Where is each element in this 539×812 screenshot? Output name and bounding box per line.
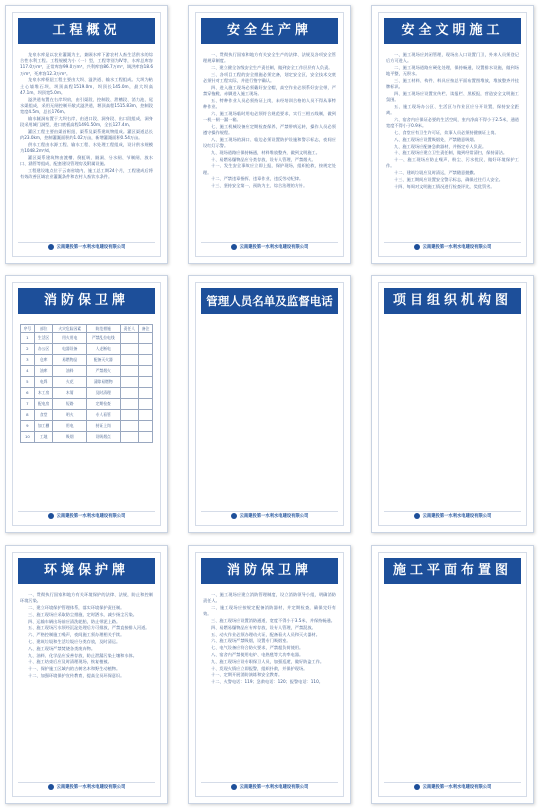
paragraph: 一、贯彻执行国家和地方有关安全生产的法律、法规及各项安全管理规章制度。 — [203, 52, 336, 64]
table-row — [21, 344, 153, 355]
panel-footer — [201, 782, 338, 791]
panel-fire-security-rules — [188, 545, 351, 804]
company-name: 云南建投第一水利水电建设有限公司 — [239, 514, 309, 519]
panel-footer — [384, 511, 521, 520]
cell: 火花 — [53, 377, 87, 388]
company-name: 云南建投第一水利水电建设有限公司 — [56, 245, 126, 250]
cell: 用电 — [53, 421, 87, 432]
cell — [139, 399, 153, 410]
paragraph: 二、施工现场道路应硬化处理，保持畅通，设置排水设施，做到场地平整，无积水。 — [386, 65, 519, 77]
panel-safe-civilized-construction — [371, 5, 534, 264]
cell — [120, 366, 139, 377]
paragraph: 十二、加强环境保护宣传教育，提高全员环保意识。 — [28, 672, 125, 678]
panel-title: 安全生产牌 — [201, 18, 338, 44]
paragraph: 五、特种作业人员必须持证上岗，未经培训合格的人员不得从事特种作业。 — [203, 97, 336, 109]
paragraph: 三、施工现场应设置消防通道，宽度不得小于3.5米，并保持畅通。 — [211, 618, 335, 623]
paragraph: 十四、每周对文明施工情况进行检查评比，奖优罚劣。 — [394, 183, 495, 189]
table-row — [21, 355, 153, 366]
cell: 配备灭火器 — [86, 355, 120, 366]
paragraph: 十一、定期开展消防演练和安全教育。 — [211, 672, 283, 678]
cell: 7 — [21, 399, 35, 410]
paragraph: 工程建设地点位于云南省境内，施工总工期24个月，工程建成后将有效改善区域农业灌溉条件和农村人畜饮水条件。 — [20, 167, 153, 180]
company-logo-icon — [414, 784, 420, 790]
cell: 清除易燃物 — [86, 377, 120, 388]
paragraph: 十一、发生安全事故应立即上报，保护现场，组织抢救，按规定处理。 — [203, 163, 336, 175]
panel-footer — [384, 242, 521, 251]
cell — [120, 399, 139, 410]
cell — [139, 388, 153, 399]
company-logo-icon — [48, 784, 54, 790]
paragraph: 十、施工结束后应及时清理现场，恢复植被。 — [28, 659, 112, 665]
cell: 易燃物品 — [53, 355, 87, 366]
cell: 食堂 — [34, 410, 53, 421]
company-name: 云南建投第一水利水电建设有限公司 — [56, 785, 126, 790]
company-name: 云南建投第一水利水电建设有限公司 — [239, 785, 309, 790]
cell: 电器设备 — [53, 344, 87, 355]
paragraph: 五、施工现场办公区、生活区与作业区应分开设置，保持安全距离。 — [386, 104, 519, 116]
company-name: 云南建投第一水利水电建设有限公司 — [422, 514, 492, 519]
fire-responsibility-table — [20, 324, 153, 443]
panel-body — [20, 324, 153, 506]
company-logo-icon — [414, 244, 420, 250]
paragraph: 十、施工现场应建立卫生责任制，做到经常清扫，保持清洁。 — [394, 150, 508, 156]
cell: 明火 — [53, 410, 87, 421]
paragraph: 四、进入施工现场必须戴好安全帽，高空作业必须系好安全带，严禁穿拖鞋、赤脚进入施工现场。 — [203, 84, 336, 96]
company-logo-icon — [48, 244, 54, 250]
paragraph: 十二、严禁违章指挥、违章作业，违反劳动纪律。 — [211, 176, 304, 182]
panel-project-overview — [5, 5, 168, 264]
paragraph: 灌区工程主要由渠首枢纽、渠系及渠系建筑物组成。灌区渠道总长约23.0km，控制灌溉面积约1.02万亩，新增灌溉面积0.54万亩。 — [20, 128, 153, 141]
paragraph: 七、施工机械设备应定期检查保养，严禁带病运转，操作人员必须遵守操作规程。 — [203, 123, 336, 135]
cell: 油库 — [34, 366, 53, 377]
cell: 持证上岗 — [86, 421, 120, 432]
cell: 木屑 — [53, 388, 87, 399]
paragraph: 四、运输车辆出场前应清洗轮胎，防止带泥上路。 — [28, 618, 121, 624]
paragraph: 二、建立健全各级安全生产责任制，做到安全工作层层有人负责。 — [211, 65, 333, 70]
cell — [120, 377, 139, 388]
cell — [139, 432, 153, 443]
paragraph: 八、施工现场应设置吸烟处，严禁随意吸烟。 — [394, 136, 478, 142]
cell: 3 — [21, 355, 35, 366]
panel-site-layout-plan — [371, 545, 534, 804]
panel-body — [203, 592, 336, 777]
column-header: 备注 — [139, 325, 153, 333]
cell — [120, 421, 139, 432]
panel-title: 环境保护牌 — [18, 558, 155, 584]
paragraph: 八、施工现场严禁焚烧各类废弃物。 — [28, 645, 96, 651]
paragraph: 二、施工现场应按规定配备消防器材，并定期检查，确保完好有效。 — [203, 605, 336, 617]
cell: 油料 — [53, 366, 87, 377]
panel-body — [20, 52, 153, 237]
cell: 2 — [21, 344, 35, 355]
panel-footer — [18, 782, 155, 791]
paragraph: 九、油料、化学品应妥善存放，防止泄漏污染土壤和水体。 — [28, 652, 137, 658]
paragraph: 十一、施工现场应防止噪声、粉尘、污水扰民，做好环境保护工作。 — [386, 157, 519, 169]
paragraph: 十三、坚持安全第一、预防为主、综合治理的方针。 — [211, 183, 308, 189]
panel-body-blank — [386, 592, 519, 777]
paragraph: 三、施工材料、构件、料具应按总平面布置图堆放，堆放整齐并挂牌标识。 — [386, 78, 519, 90]
cell — [139, 333, 153, 344]
table-row — [21, 399, 153, 410]
paragraph: 龙泉水库枢纽工程主要由大坝、溢洪道、输水工程组成。大坝为粘土心墙堆石坝，坝顶高程1519.0m，坝顶长145.0m，最大坝高47.1m，坝顶宽5.0m。 — [20, 77, 153, 95]
cell — [139, 410, 153, 421]
panel-fire-security-table — [5, 275, 168, 533]
cell: 吸烟 — [53, 432, 87, 443]
panel-title: 消防保卫牌 — [18, 288, 155, 314]
paragraph: 一、贯彻执行国家和地方有关环境保护的法律、法规，防止和控制环境污染。 — [20, 592, 153, 604]
cell — [139, 355, 153, 366]
cell: 6 — [21, 388, 35, 399]
cell — [139, 377, 153, 388]
panel-org-chart — [371, 275, 534, 533]
company-logo-icon — [48, 513, 54, 519]
panel-title: 项目组织机构图 — [384, 288, 521, 314]
panel-staff-list-hotline — [188, 275, 351, 533]
cell: 木工房 — [34, 388, 53, 399]
paragraph: 四、施工现场应设置宣传栏、读报栏、黑板报，营造安全文明施工氛围。 — [386, 91, 519, 103]
paragraph: 龙泉水库是以农业灌溉为主，兼顾水库下游农村人畜生活供水的综合性水利工程。工程规模为小（一）型，工程等别为Ⅳ等，水库总库容117.0万m³，正常库容99.0万m³，兴利库容86.7万m³，调洪库容18.6万m³，死库容12.3万m³。 — [20, 52, 153, 76]
cell — [120, 333, 139, 344]
paragraph: 输水隧洞布置于大坝右岸，由进口段、洞身段、出口段组成，洞身段采用城门洞型，进口底板高程1491.50m，全长127.4m。 — [20, 115, 153, 128]
cell: 电焊 — [34, 377, 53, 388]
table-row — [21, 333, 153, 344]
company-name: 云南建投第一水利水电建设有限公司 — [56, 514, 126, 519]
paragraph: 一、施工现场应封闭管理，现场出入口设置门卫，外来人员须登记后方可进入。 — [386, 52, 519, 64]
panel-footer — [201, 511, 338, 520]
panel-footer — [384, 782, 521, 791]
paragraph: 十三、施工期间应设置安全警示标志，确保过往行人安全。 — [394, 176, 503, 182]
paragraph: 八、施工现场的洞口、临边必须设置防护设施和警示标志，夜间应设红灯示警。 — [203, 136, 336, 148]
table-row — [21, 421, 153, 432]
cell: 用火用电 — [53, 333, 87, 344]
cell: 1 — [21, 333, 35, 344]
paragraph: 灌区渠系建筑物由渡槽、倒虹吸、隧洞、分水闸、节制闸、放水口、涵管等组成，配套建设管理房及附属设施。 — [20, 154, 153, 167]
paragraph: 四、易燃易爆物品应专库存放，设专人管理，严禁混放。 — [211, 624, 316, 630]
panel-body-blank — [386, 322, 519, 506]
column-header: 责任人 — [120, 325, 139, 333]
column-header: 序号 — [21, 325, 35, 333]
paragraph: 十、易燃易爆物品应分类存放，设专人管理，严禁烟火。 — [211, 156, 316, 162]
cell: 严禁乱拉电线 — [86, 333, 120, 344]
cell — [120, 388, 139, 399]
column-header: 防范措施 — [86, 325, 120, 333]
panel-footer — [18, 511, 155, 520]
company-logo-icon — [414, 513, 420, 519]
company-name: 云南建投第一水利水电建设有限公司 — [239, 245, 309, 250]
paragraph: 七、食堂应有卫生许可证，炊事人员必须持健康证上岗。 — [394, 130, 499, 135]
panel-footer — [201, 242, 338, 251]
cell: 4 — [21, 366, 35, 377]
panel-footer — [18, 242, 155, 251]
paragraph: 九、现场道路应保持畅通，材料堆放整齐，做到文明施工。 — [211, 149, 320, 155]
table-row — [21, 432, 153, 443]
cell — [120, 432, 139, 443]
panel-body — [386, 52, 519, 237]
paragraph: 六、施工现场临时用电必须符合规范要求，实行三相五线制，做到一机一闸一漏一箱。 — [203, 110, 336, 122]
cell — [139, 344, 153, 355]
paragraph: 供水工程由水源工程、输水工程、水处理工程组成，设计供水规模为1048.2m³/d。 — [20, 141, 153, 154]
table-row — [21, 377, 153, 388]
cell: 办公区 — [34, 344, 53, 355]
panel-body — [20, 592, 153, 777]
cell: 生活区 — [34, 333, 53, 344]
cell: 仓库 — [34, 355, 53, 366]
cell: 加工棚 — [34, 421, 53, 432]
panel-body-blank — [203, 322, 336, 506]
paragraph: 八、宿舍内严禁使用电炉、电热毯等大功率电器。 — [211, 651, 304, 657]
paragraph: 七、电气设备应符合防火要求，严禁超负荷使用。 — [211, 645, 304, 651]
cell: 工地 — [34, 432, 53, 443]
cell — [139, 421, 153, 432]
paragraph: 七、建筑垃圾和生活垃圾应分类存放，及时清运。 — [28, 638, 121, 644]
paragraph: 一、施工现场应建立消防管理制度，设立消防领导小组，明确消防责任人。 — [203, 592, 336, 604]
cell: 及时清理 — [86, 388, 120, 399]
cell: 设吸烟点 — [86, 432, 120, 443]
paragraph: 六、施工现场严禁吸烟，设置专门吸烟室。 — [211, 638, 291, 644]
table-row — [21, 388, 153, 399]
cell: 定期检查 — [86, 399, 120, 410]
cell: 专人看管 — [86, 410, 120, 421]
paragraph: 五、施工现场污水须经沉淀处理后方可排放，严禁直接排入河道。 — [28, 625, 150, 631]
cell: 配电房 — [34, 399, 53, 410]
paragraph: 二、建立环境保护管理体系，落实环境保护责任制。 — [28, 605, 125, 610]
cell — [120, 410, 139, 421]
cell: 10 — [21, 432, 35, 443]
panel-body — [203, 52, 336, 237]
paragraph: 三、各项目工程的安全措施必须完备，划定安全区，安全技术交底必须针对工程实际，并进行签字确认。 — [203, 71, 336, 83]
cell: 人走断电 — [86, 344, 120, 355]
panel-title: 施工平面布置图 — [384, 558, 521, 584]
cell — [139, 366, 153, 377]
paragraph: 十二、建筑垃圾应及时清运，严禁随意抛撒。 — [394, 170, 478, 176]
paragraph: 九、施工现场应设专职保卫人员，加强巡逻，做好防盗工作。 — [211, 658, 325, 664]
column-header: 部位 — [34, 325, 53, 333]
paragraph: 十、发现火情应立即报警，组织扑救，并保护现场。 — [211, 665, 308, 671]
company-logo-icon — [231, 513, 237, 519]
paragraph: 溢洪道布置在右岸坝肩，由引渠段、控制段、泄槽段、消力池、尾水渠组成，采用无闸控制开敞式溢洪道，堰顶高程1515.83m，控制段宽度4.5m，总长176m。 — [20, 96, 153, 115]
table-header-row — [21, 325, 153, 333]
cell: 短路 — [53, 399, 87, 410]
company-logo-icon — [231, 244, 237, 250]
paragraph: 六、宿舍内应保证必要的生活空间，室内净高不得小于2.5米，通道宽度不得小于0.9米。 — [386, 117, 519, 129]
panel-title: 工程概况 — [18, 18, 155, 44]
panel-safety-production — [188, 5, 351, 264]
cell: 5 — [21, 377, 35, 388]
column-header: 火灾危险因素 — [53, 325, 87, 333]
paragraph: 十一、保护施工区域内的古树名木和野生动植物。 — [28, 666, 121, 672]
cell: 9 — [21, 421, 35, 432]
company-logo-icon — [231, 784, 237, 790]
paragraph: 九、施工现场应配备急救器材，并指定专人负责。 — [394, 143, 487, 149]
company-name: 云南建投第一水利水电建设有限公司 — [422, 245, 492, 250]
cell: 严禁烟火 — [86, 366, 120, 377]
paragraph: 五、动火作业必须办理动火证，配备看火人员和灭火器材。 — [211, 631, 320, 637]
table-row — [21, 366, 153, 377]
cell — [120, 344, 139, 355]
company-name: 云南建投第一水利水电建设有限公司 — [422, 785, 492, 790]
cell — [120, 355, 139, 366]
table-row — [21, 410, 153, 421]
paragraph: 十二、火警电话：119；急救电话：120；报警电话：110。 — [211, 679, 323, 685]
panel-title: 管理人员名单及监督电话 — [201, 288, 338, 314]
paragraph: 三、施工现场应采取防尘措施，定时洒水，减少扬尘污染。 — [28, 611, 137, 617]
panel-title: 安全文明施工 — [384, 18, 521, 44]
panel-environment-protection — [5, 545, 168, 804]
panel-title: 消防保卫牌 — [201, 558, 338, 584]
cell: 8 — [21, 410, 35, 421]
paragraph: 六、严格控制施工噪声，夜间施工须办理相关手续。 — [28, 632, 125, 638]
